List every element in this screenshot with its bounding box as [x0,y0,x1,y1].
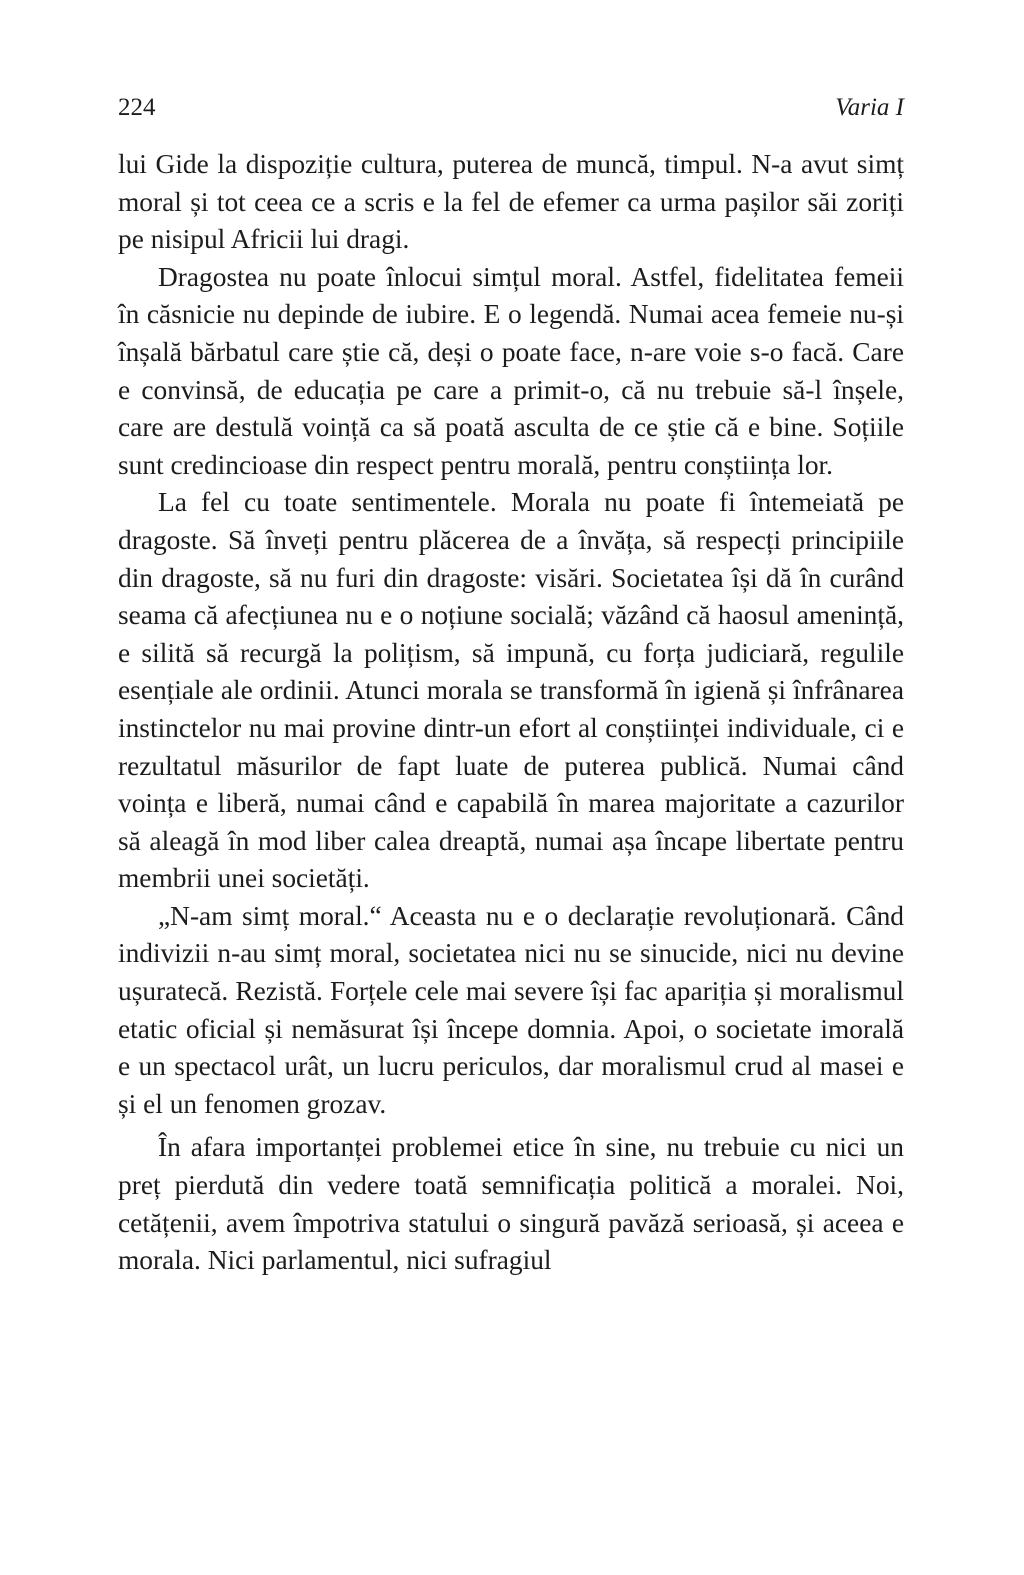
page-number: 224 [118,94,156,121]
paragraph-1: lui Gide la dispoziție cultura, puterea de muncă, timpul. N-a avut simț moral și tot ceea ce a scris e la fel de efemer ca urma pașilor săi zoriți pe nisipul Africii lui dragi. [118,149,904,255]
paragraph-3: La fel cu toate sentimentele. Morala nu poate fi întemeiată pe dragoste. Să înveți pentru plăcerea de a învăța, să respecți principiile din dragoste, să nu furi din dragoste: visări. Societatea își dă în curând seama că afecțiunea nu e o noțiune socială; văzând că haosul amenință, e silită să recurgă la polițism, să impună, cu forța judiciară, regulile esențiale ale ordinii. Atunci morala se transformă în igienă și înfrânarea instinctelor nu mai provine dintr-un efort al conștiinței individuale, ci e rezultatul măsurilor de fapt luate de puterea publică. Numai când voința e liberă, numai când e capabilă în marea majoritate a cazurilor să aleagă în mod liber calea dreaptă, numai așa încape libertate pentru membrii unei societăți. [118,487,904,894]
paragraph-5: În afara importanței problemei etice în sine, nu trebuie cu nici un preț pierdută din vedere toată semnificația politică a moralei. Noi, cetățenii, avem împotriva statului o singură pavăză serioasă, și aceea e morala. Nici parlamentul, nici sufragiul [118,1132,904,1276]
body-text [118,146,904,1280]
paragraph-4: „N-am simț moral.“ Aceasta nu e o declarație revoluționară. Când indivizii n-au simț moral, societatea nici nu se sinucide, nici nu devine ușuratecă. Rezistă. Forțele cele mai severe își fac apariția și moralismul etatic oficial și nemăsurat își începe domnia. Apoi, o societate imorală e un spectacol urât, un lucru periculos, dar moralismul crud al masei e și el un fenomen grozav. [118,900,904,1119]
page-header [118,88,904,128]
running-title: Varia I [835,94,904,121]
paragraph-2: Dragostea nu poate înlocui simțul moral. Astfel, fidelitatea femeii în căsnicie nu depinde de iubire. E o legendă. Numai acea femeie nu-și înșală bărbatul care știe că, deși o poate face, n-are voie s-o facă. Care e convinsă, de educația pe care a primit-o, că nu trebuie să-l înșele, care are destulă voință ca să poată asculta de ce știe că e bine. Soțiile sunt credincioase din respect pentru morală, pentru conștiința lor. [118,261,904,480]
book-page [118,88,904,1280]
